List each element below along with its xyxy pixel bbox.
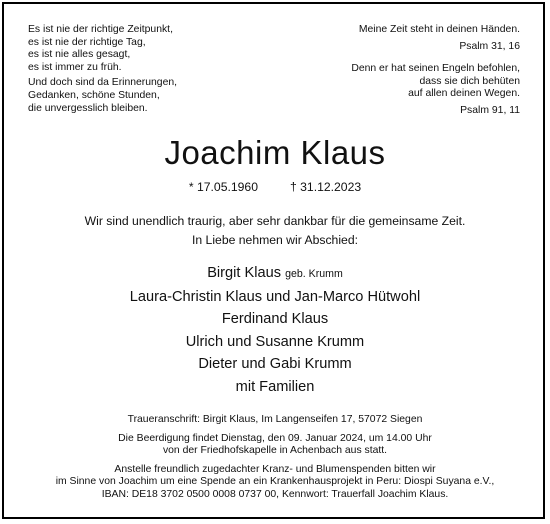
mourner-line: Dieter und Gabi Krumm	[198, 356, 352, 372]
verse-line: es ist nie alles gesagt,	[28, 49, 131, 61]
footer-info	[0, 414, 550, 501]
intro-text	[0, 212, 550, 250]
mourner-line: Ferdinand Klaus	[221, 311, 329, 327]
mourner-line: Ulrich und Susanne Krumm	[185, 333, 365, 350]
mourner-line	[0, 262, 550, 286]
death-date: † 31.12.2023	[289, 180, 362, 194]
deceased-name: Joachim Klaus	[164, 134, 386, 171]
verse-left	[28, 24, 268, 118]
psalm-reference-2: Psalm 91, 11	[460, 104, 520, 116]
donation-info-line: im Sinne von Joachim um eine Spende an ein Krankenhausprojekt in Peru: Diospi Suyana e.V.,	[55, 476, 495, 487]
intro-line: Wir sind unendlich traurig, aber sehr dankbar für die gemeinsame Zeit.	[84, 214, 466, 228]
verse-line: Es ist nie der richtige Zeitpunkt,	[28, 24, 173, 35]
psalm-quote-2-line: dass sie dich behüten	[419, 75, 520, 87]
maiden-name: geb. Krumm	[285, 268, 343, 280]
funeral-info-line: von der Friedhofskapelle in Achenbach aus statt.	[162, 445, 388, 456]
psalm-quote-2-line: auf allen deinen Wegen.	[408, 88, 520, 100]
birth-date: * 17.05.1960	[188, 180, 258, 194]
life-dates	[0, 180, 550, 195]
funeral-info-line: Die Beerdigung findet Dienstag, den 09. Januar 2024, um 14.00 Uhr	[118, 432, 432, 444]
mourning-address: Traueranschrift: Birgit Klaus, Im Langenseifen 17, 57072 Siegen	[127, 414, 423, 425]
verse-line: Gedanken, schöne Stunden,	[28, 89, 160, 101]
verse-left-block-2	[28, 77, 268, 115]
verse-line: die unvergesslich bleiben.	[28, 102, 148, 114]
verse-left-block-1	[28, 24, 268, 74]
verse-line: Und doch sind da Erinnerungen,	[28, 77, 178, 89]
verse-line: es ist immer zu früh.	[28, 61, 122, 73]
mourners-list	[0, 262, 550, 398]
mourner-line: mit Familien	[235, 378, 315, 395]
psalm-quote-1: Meine Zeit steht in deinen Händen.	[358, 24, 520, 35]
intro-line: In Liebe nehmen wir Abschied:	[192, 233, 358, 247]
mourner-name: Birgit Klaus	[207, 265, 282, 281]
donation-info-line: IBAN: DE18 3702 0500 0008 0737 00, Kennwort: Trauerfall Joachim Klaus.	[101, 488, 449, 500]
psalm-reference-1: Psalm 31, 16	[459, 40, 520, 52]
verse-line: es ist nie der richtige Tag,	[28, 36, 146, 48]
verse-right	[260, 24, 520, 118]
mourner-line: Laura-Christin Klaus und Jan-Marco Hütwohl	[129, 288, 421, 305]
donation-info-line: Anstelle freundlich zugedachter Kranz- und Blumenspenden bitten wir	[114, 463, 436, 475]
psalm-quote-2-line: Denn er hat seinen Engeln befohlen,	[351, 63, 520, 75]
